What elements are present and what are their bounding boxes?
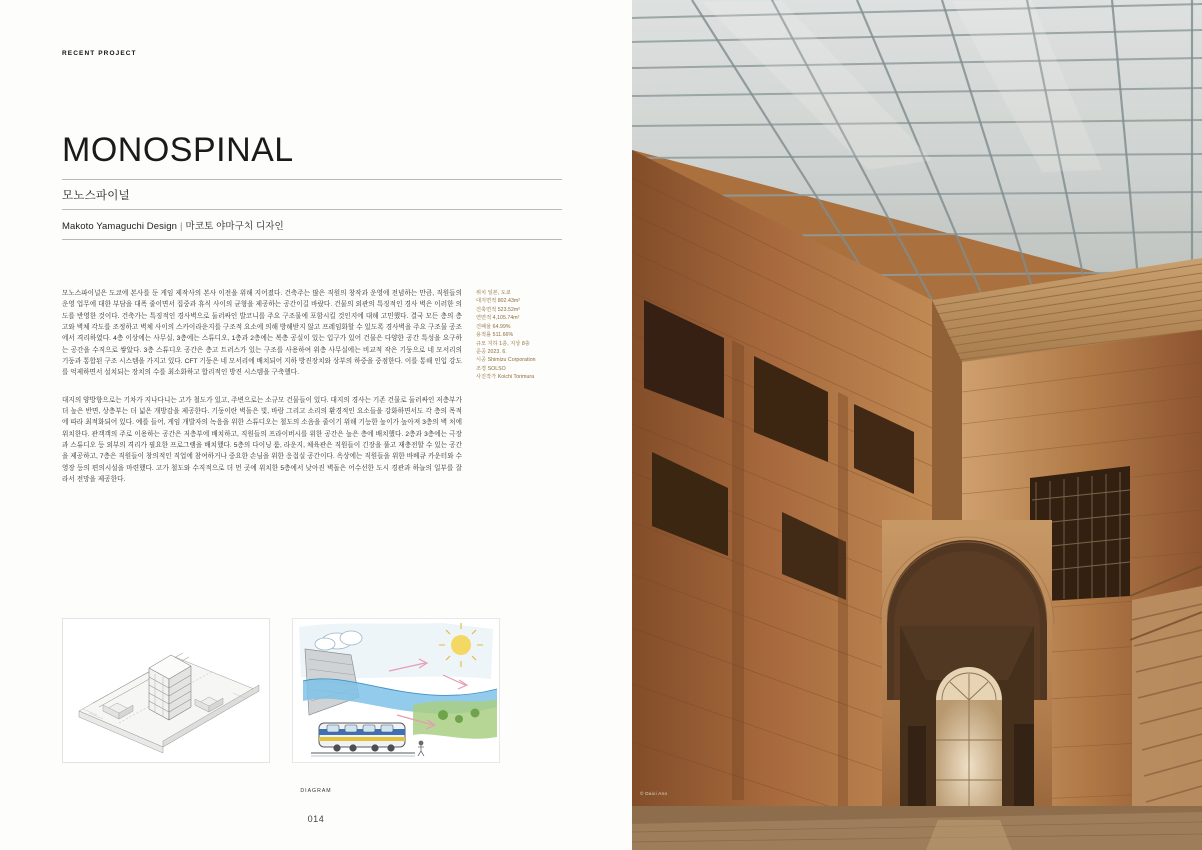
byline-studio-ko: 마코토 야마구치 디자인 [185, 220, 284, 232]
byline-studio-en: Makoto Yamaguchi Design [62, 220, 177, 232]
credit-line: 조경 SOLSO [476, 365, 506, 372]
page-title: MONOSPINAL [62, 131, 294, 169]
credit-line: 사진작가 Koichi Torimura [476, 374, 535, 381]
byline-separator: | [179, 220, 183, 232]
right-page-photo [632, 0, 1202, 850]
paragraph-1: 모노스파이널은 도쿄에 본사를 둔 게임 제작사의 본사 이전을 위해 지어졌다. 건축주는 많은 직원의 창작과 운영에 전념하는 만큼, 직원들의 운영 업무에 대한 부담을 대폭 줄이면서 집중과 휴식 사이의 균형을 제공하는 공간이길 바랐다. 건물의 외관의 특징적인 경사 벽은 이러한 의도를 반영한 것이다. 건축가는 특징적인 경사벽으로 둘러싸인 발코니를 주요 구조물에 포함시킬 것인지에 대해 고민했다. 결국 모든 층의 층고와 벽체 각도를 조정하고 벽체 사이의 스카이라운지를 구조적 요소에 의해 방해받지 않고 프레임화할 수 있도록 경사벽을 주요 구조물 공조에서 격리하였다. 4층 이상에는 사무실, 3층에는 스튜디오, 1층과 2층에는 복층 공실이 있는 입구가 있어 건물은 다양한 공간 특성을 요구하는 공간을 수직으로 쌓았다. 3층 스튜디오 공간은 층고 트러스가 있는 구조를 사용하여 위층 사무실에는 비교적 작은 기둥으로 네 모서리의 기둥과 통합된 구조 시스템을 가지고 있다. CFT 기둥은 네 모서리에 배치되어 지하 방진장치와 상부의 하중을 중점한다. 이를 통해 인입 강도를 억제하면서 설치되는 장치의 수를 최소화하고 합리적인 방진 시스템을 구축했다. [62, 290, 462, 377]
paragraph-2: 대지의 양방향으로는 기차가 지나다니는 고가 철도가 있고, 주변으로는 소규모 건물들이 있다. 대지의 경사는 기존 건물로 둘러싸인 저층부가 더 높은 반면, 상층부는 더 넓은 개방감을 제공한다. 기둥이란 벽돌은 빛, 바람 그리고 소리의 환경적인 요소들을 강화하면서도 각 층의 목적에 따라 최적화되어 있다. 예를 들어, 게임 개발자의 녹음을 위한 스튜디오는 철도의 소음을 줄이기 위해 기능한 높이가 높아져 3층의 벽 처에 위치한다. 관객객의 주로 이용하는 공간은 저층부에 배치하고, 직원들의 프라이버시를 위한 공간은 높은 층에 배치했다. 2층과 3층에는 극장과 스튜디오 등 외부의 격리가 필요한 프로그램을 배치했다. 5층의 다이닝 룸, 라운지, 체육관은 직원들이 긴장을 풀고 재충전할 수 있는 공간을 제공하고, 7층은 직원들이 창의적인 직업에 참여하거나 중요한 손님을 위한 응접실 공간이다. 옥상에는 직원들을 위한 바베큐 카운터와 수영장 등의 편의시설을 마련했다. 고가 철도와 수직적으로 더 먼 곳에 위치한 5층에서 낮아진 벽돌은 어수선한 도시 경관과 하늘의 일부를 잘라서 전망을 제공한다. [62, 396, 462, 483]
text-columns [62, 288, 562, 501]
credit-line: 연면적 4,105.74m² [476, 315, 520, 322]
project-credits [476, 288, 562, 501]
body-area [62, 288, 562, 501]
figure-caption: DIAGRAM [300, 788, 332, 794]
article-body [62, 288, 462, 501]
credit-line: 규모 지하 1층, 지상 8층 [476, 340, 530, 347]
credit-line: 건폐율 64.99% [476, 323, 511, 330]
figure-concept-sketch [292, 618, 500, 763]
axonometric-svg [63, 619, 270, 763]
page-number: 014 [307, 814, 325, 824]
title-korean: 모노스파이널 [62, 189, 130, 202]
credit-line: 시공 Shimizu Corporation [476, 357, 536, 364]
concept-sketch-svg [293, 619, 500, 763]
credit-line: 용적률 511.66% [476, 332, 514, 339]
title-block [62, 133, 562, 240]
concept-sketch-image [292, 618, 500, 763]
credit-line: 대지면적 802.43m² [476, 298, 521, 305]
photo-credit: © Daici Ano [640, 791, 668, 796]
credit-line: 건축면적 523.52m² [476, 306, 521, 313]
section-kicker: RECENT PROJECT [62, 50, 137, 57]
figure-axonometric [62, 618, 270, 763]
atrium-photograph [632, 0, 1202, 850]
credit-line: 위치 일본, 도쿄 [476, 290, 511, 296]
credit-line: 준공 2023. 6. [476, 348, 507, 355]
divider-bottom [62, 239, 562, 240]
figures-row [62, 618, 562, 763]
axonometric-diagram-image [62, 618, 270, 763]
byline [62, 210, 562, 239]
